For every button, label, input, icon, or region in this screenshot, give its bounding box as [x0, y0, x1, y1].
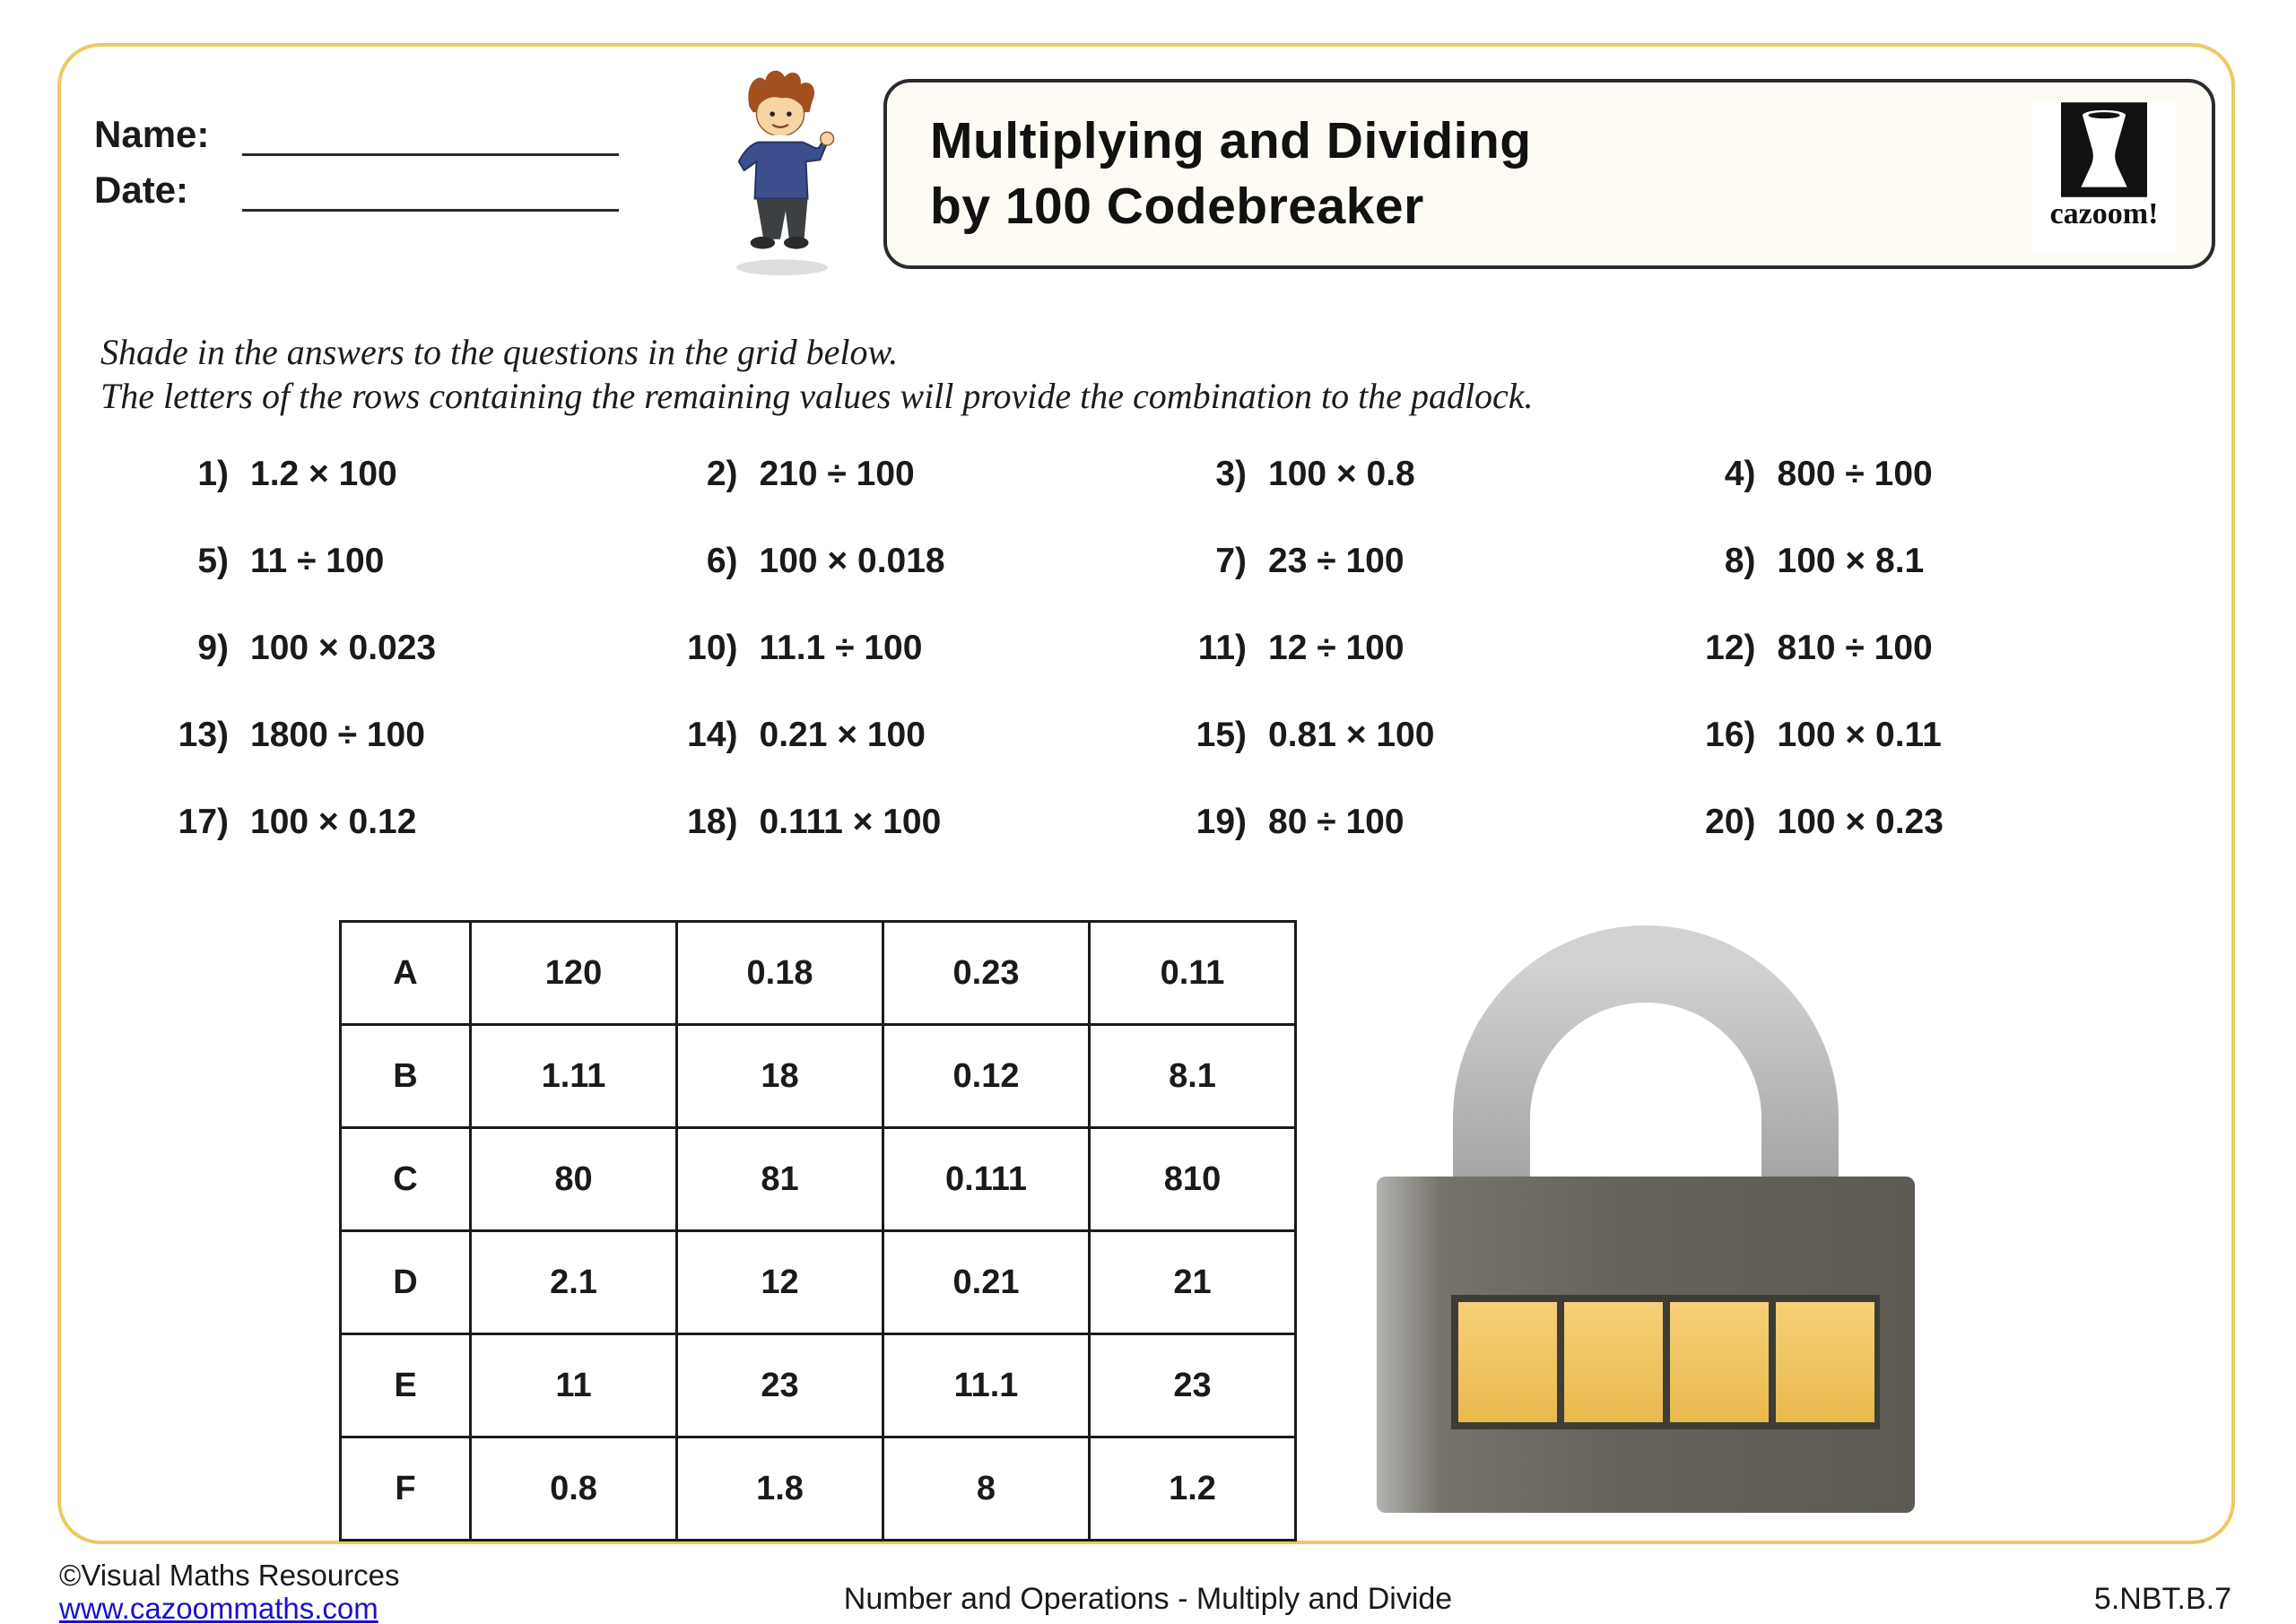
question-number: 15) — [1196, 715, 1247, 754]
question-item — [1662, 542, 2171, 581]
padlock-illustration — [1361, 908, 1939, 1535]
grid-cell: 12 — [677, 1231, 883, 1334]
row-letter: B — [341, 1025, 471, 1128]
question-item — [135, 803, 644, 842]
grid-row — [341, 922, 1296, 1025]
pants — [756, 199, 807, 239]
question-item — [1152, 716, 1662, 755]
question-text: 1.2 × 100 — [250, 454, 397, 493]
question-number: 8) — [1724, 541, 1756, 580]
question-text: 210 ÷ 100 — [759, 454, 915, 493]
grid-row — [341, 1334, 1296, 1437]
grid-cell: 1.8 — [677, 1437, 883, 1541]
boy-cartoon — [707, 68, 857, 280]
answer-grid — [339, 920, 1297, 1541]
page-title-line1: Multiplying and Dividing — [930, 112, 1532, 170]
grid-cell: 1.11 — [471, 1025, 677, 1128]
grid-cell: 0.21 — [883, 1231, 1090, 1334]
question-text: 100 × 8.1 — [1777, 541, 1925, 580]
grid-row — [341, 1231, 1296, 1334]
grid-cell: 80 — [471, 1128, 677, 1231]
question-text: 11 ÷ 100 — [250, 541, 385, 580]
question-number: 7) — [1215, 541, 1247, 580]
standard-code: 5.NBT.B.7 — [2093, 1582, 2231, 1616]
grid-cell: 2.1 — [471, 1231, 677, 1334]
date-label: Date: — [94, 169, 189, 211]
grid-cell: 120 — [471, 922, 677, 1025]
sweater — [739, 139, 829, 199]
question-item — [135, 542, 644, 581]
cazoom-logo — [2032, 102, 2176, 253]
grid-cell: 0.18 — [677, 922, 883, 1025]
drum-icon — [2061, 102, 2147, 197]
question-text: 0.21 × 100 — [759, 715, 926, 754]
grid-cell: 18 — [677, 1025, 883, 1128]
question-number: 11) — [1197, 628, 1247, 667]
question-number: 19) — [1196, 802, 1247, 841]
title-box — [883, 79, 2215, 269]
question-text: 12 ÷ 100 — [1268, 628, 1405, 667]
combo-digit-box — [1458, 1302, 1557, 1422]
question-item — [1152, 542, 1662, 581]
question-number: 3) — [1215, 454, 1247, 493]
hand — [821, 132, 834, 145]
question-item — [1152, 803, 1662, 842]
combo-digit-box — [1564, 1302, 1663, 1422]
name-date-block — [94, 100, 619, 212]
name-line — [242, 114, 619, 156]
row-letter: C — [341, 1128, 471, 1231]
grid-cell: 23 — [1090, 1334, 1296, 1437]
question-item — [1662, 629, 2171, 668]
grid-cell: 21 — [1090, 1231, 1296, 1334]
question-item — [644, 803, 1153, 842]
question-text: 100 × 0.023 — [250, 628, 437, 667]
question-number: 14) — [687, 715, 738, 754]
name-label: Name: — [94, 113, 210, 155]
question-item — [135, 455, 644, 494]
combo-digit-box — [1776, 1302, 1874, 1422]
grid-cell: 0.23 — [883, 922, 1090, 1025]
question-text: 100 × 0.23 — [1777, 802, 1944, 841]
question-number: 10) — [687, 628, 738, 667]
instructions — [100, 330, 1534, 418]
copyright-text: ©Visual Maths Resources — [59, 1559, 400, 1592]
question-number: 12) — [1705, 628, 1756, 667]
question-item — [644, 542, 1153, 581]
question-text: 23 ÷ 100 — [1268, 541, 1405, 580]
question-text: 100 × 0.018 — [759, 541, 945, 580]
question-item — [1662, 716, 2171, 755]
grid-cell: 11.1 — [883, 1334, 1090, 1437]
grid-row — [341, 1025, 1296, 1128]
question-number: 2) — [706, 454, 738, 493]
row-letter: A — [341, 922, 471, 1025]
row-letter: F — [341, 1437, 471, 1541]
question-item — [644, 629, 1153, 668]
question-text: 810 ÷ 100 — [1777, 628, 1933, 667]
question-item — [644, 716, 1153, 755]
grid-cell: 81 — [677, 1128, 883, 1231]
question-text: 800 ÷ 100 — [1777, 454, 1933, 493]
question-number: 13) — [178, 715, 229, 754]
question-number: 5) — [197, 541, 229, 580]
question-number: 18) — [687, 802, 738, 841]
question-text: 100 × 0.12 — [250, 802, 417, 841]
instruction-line-2: The letters of the rows containing the remaining values will provide the combination to the padlock. — [100, 376, 1534, 416]
grid-cell: 11 — [471, 1334, 677, 1437]
grid-cell: 8 — [883, 1437, 1090, 1541]
question-text: 100 × 0.8 — [1268, 454, 1415, 493]
question-text: 1800 ÷ 100 — [250, 715, 425, 754]
question-text: 80 ÷ 100 — [1268, 802, 1405, 841]
question-text: 0.111 × 100 — [759, 802, 942, 841]
question-number: 1) — [197, 454, 229, 493]
combo-digit-box — [1670, 1302, 1769, 1422]
website-link[interactable]: www.cazoommaths.com — [59, 1592, 378, 1624]
grid-cell: 1.2 — [1090, 1437, 1296, 1541]
grid-cell: 0.111 — [883, 1128, 1090, 1231]
question-item — [1152, 629, 1662, 668]
question-number: 4) — [1724, 454, 1756, 493]
question-item — [1662, 455, 2171, 494]
grid-cell: 0.8 — [471, 1437, 677, 1541]
questions-grid — [135, 430, 2170, 865]
grid-cell: 8.1 — [1090, 1025, 1296, 1128]
question-number: 20) — [1705, 802, 1756, 841]
row-letter: D — [341, 1231, 471, 1334]
name-row — [94, 100, 619, 156]
question-number: 17) — [178, 802, 229, 841]
question-item — [135, 629, 644, 668]
question-item — [1152, 455, 1662, 494]
grid-cell: 810 — [1090, 1128, 1296, 1231]
grid-row — [341, 1437, 1296, 1541]
question-item — [135, 716, 644, 755]
question-item — [1662, 803, 2171, 842]
page-title-line2: by 100 Codebreaker — [930, 178, 1424, 235]
date-row — [94, 156, 619, 212]
question-number: 9) — [197, 628, 229, 667]
question-number: 16) — [1705, 715, 1756, 754]
date-line — [242, 169, 619, 212]
question-text: 11.1 ÷ 100 — [759, 628, 923, 667]
grid-row — [341, 1128, 1296, 1231]
grid-cell: 23 — [677, 1334, 883, 1437]
grid-cell: 0.12 — [883, 1025, 1090, 1128]
footer-center-text: Number and Operations - Multiply and Divide — [843, 1582, 1453, 1616]
row-letter: E — [341, 1334, 471, 1437]
logo-text: cazoom! — [2049, 197, 2159, 230]
question-number: 6) — [706, 541, 738, 580]
question-text: 0.81 × 100 — [1268, 715, 1435, 754]
question-text: 100 × 0.11 — [1777, 715, 1942, 754]
question-item — [644, 455, 1153, 494]
instruction-line-1: Shade in the answers to the questions in the grid below. — [100, 332, 899, 372]
grid-cell: 0.11 — [1090, 922, 1296, 1025]
